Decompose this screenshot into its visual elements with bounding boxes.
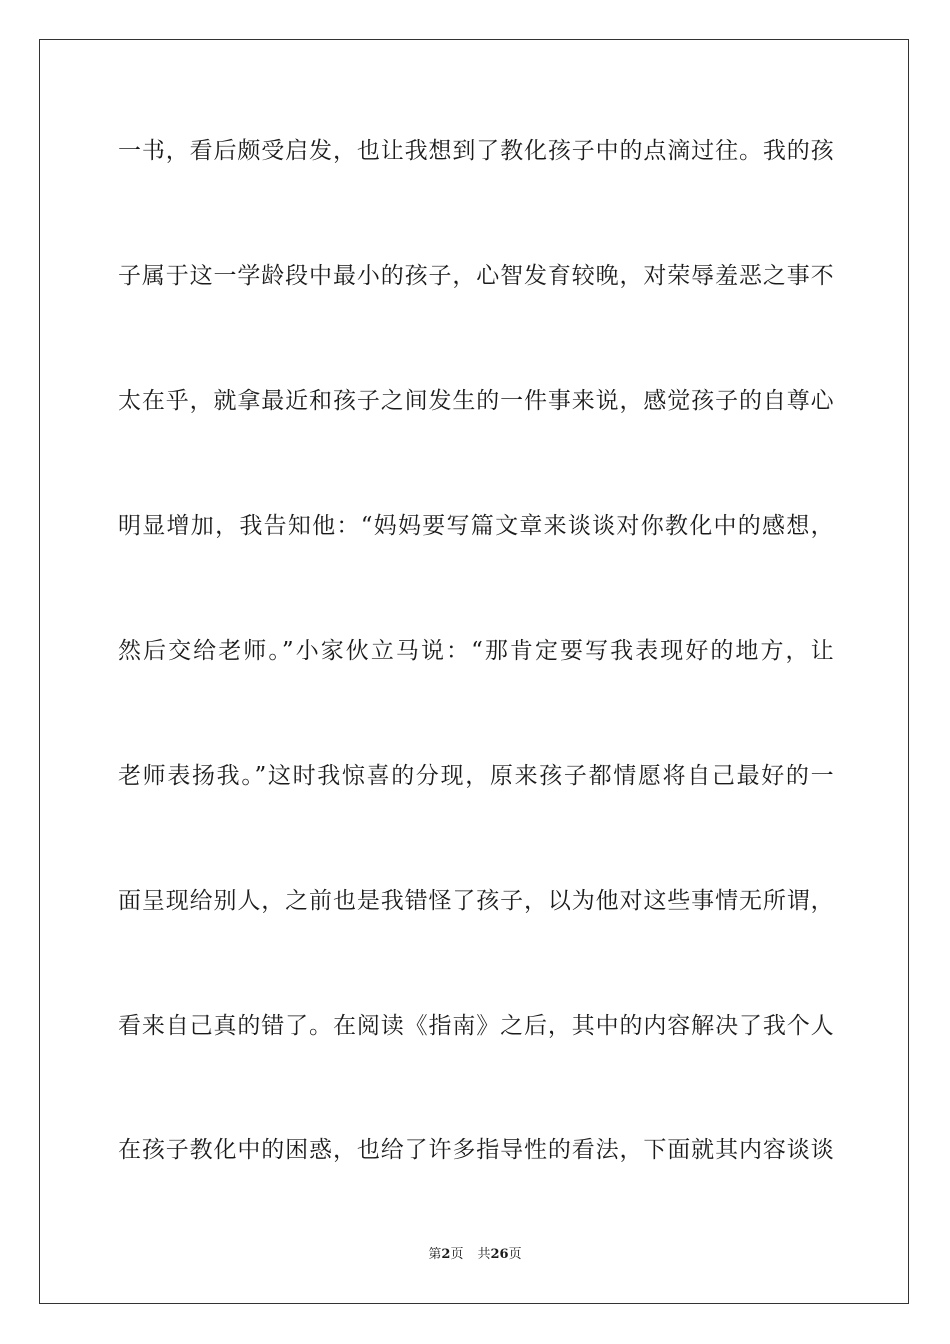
page-footer bbox=[0, 1246, 950, 1264]
text-line: 面呈现给别人，之前也是我错怪了孩子，以为他对这些事情无所谓， bbox=[118, 888, 834, 914]
total-pages: 26 bbox=[490, 1247, 509, 1262]
text-line: 一书，看后颇受启发，也让我想到了教化孩子中的点滴过往。我的孩 bbox=[118, 138, 834, 164]
page-border bbox=[39, 39, 909, 1304]
text-line: 老师表扬我。”这时我惊喜的分现，原来孩子都情愿将自己最好的一 bbox=[118, 763, 834, 789]
text-line: 在孩子教化中的困惑，也给了许多指导性的看法，下面就其内容谈谈 bbox=[118, 1137, 834, 1163]
text-line: 明显增加，我告知他：“妈妈要写篇文章来谈谈对你教化中的感想， bbox=[118, 513, 834, 539]
text-line: 看来自己真的错了。在阅读《指南》之后，其中的内容解决了我个人 bbox=[118, 1013, 834, 1039]
text-line: 子属于这一学龄段中最小的孩子，心智发育较晚，对荣辱羞恶之事不 bbox=[118, 263, 834, 289]
total-prefix: 共 bbox=[477, 1247, 491, 1262]
page-prefix: 第 bbox=[428, 1247, 442, 1262]
page-number: 2 bbox=[441, 1247, 451, 1262]
text-line: 太在乎，就拿最近和孩子之间发生的一件事来说，感觉孩子的自尊心 bbox=[118, 388, 834, 414]
page-suffix: 页 bbox=[450, 1247, 464, 1262]
total-suffix: 页 bbox=[508, 1247, 522, 1262]
text-line: 然后交给老师。”小家伙立马说：“那肯定要写我表现好的地方，让 bbox=[118, 638, 834, 664]
